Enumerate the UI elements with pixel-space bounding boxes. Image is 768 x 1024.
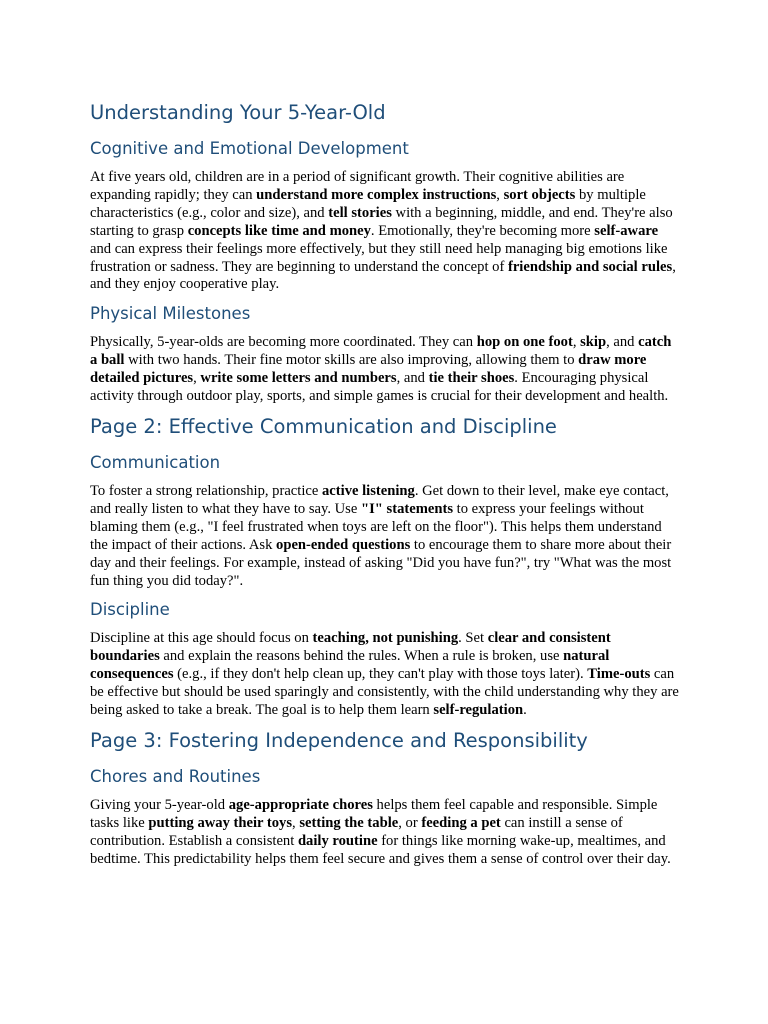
paragraph-chores: Giving your 5-year-old age-appropriate chores helps them feel capable and responsible. Simple tasks like putting away their toys, setting the table, or feeding a pet can instill a sense of contribution. Establish a consistent daily routine for things like morning wake-up, mealtimes, and bedtime. This predictability helps them feel secure and gives them a sense of control over their day. <box>90 796 671 867</box>
paragraph-physical: Physically, 5-year-olds are becoming more coordinated. They can hop on one foot, skip, and catch a ball with two hands. Their fine motor skills are also improving, allowing them to draw more detailed pictures, write some letters and numbers, and tie their shoes. Encouraging physical activity through outdoor play, sports, and simple games is crucial for their development and health. <box>90 334 672 405</box>
section-heading-discipline: Discipline <box>90 600 170 620</box>
paragraph-communication: To foster a strong relationship, practice active listening. Get down to their level, make eye contact, and really listen to what they have to say. Use "I" statements to express your feelings without blaming them (e.g., "I feel frustrated when toys are left on the floor"). This helps them understand the impact of their actions. Ask open-ended questions to encourage them to share more about their day and their feelings. For example, instead of asking "Did you have fun?", try "What was the most fun thing you did today?". <box>90 482 672 589</box>
page2-title: Page 2: Effective Communication and Discipline <box>90 414 557 438</box>
section-heading-physical: Physical Milestones <box>90 304 251 324</box>
page3-title: Page 3: Fostering Independence and Responsibility <box>90 728 588 752</box>
paragraph-cognitive: At five years old, children are in a period of significant growth. Their cognitive abilities are expanding rapidly; they can understand more complex instructions, sort objects by multiple characteristics (e.g., color and size), and tell stories with a beginning, middle, and end. They're also starting to grasp concepts like time and money. Emotionally, they're becoming more self-aware and can express their feelings more effectively, but they still need help managing big emotions like frustration or sadness. They are beginning to understand the concept of friendship and social rules, and they enjoy cooperative play. <box>90 169 676 293</box>
section-heading-communication: Communication <box>90 452 221 472</box>
document-title: Understanding Your 5-Year-Old <box>90 101 386 124</box>
paragraph-discipline: Discipline at this age should focus on teaching, not punishing. Set clear and consistent boundaries and explain the reasons behind the rules. When a rule is broken, use natural consequences (e.g., if they don't help clean up, they can't play with those toys later). Time-outs can be effective but should be used sparingly and consistently, with the child understanding why they are being asked to take a break. The goal is to help them learn self-regulation. <box>90 630 679 719</box>
document-page <box>90 100 682 869</box>
section-heading-chores: Chores and Routines <box>90 766 261 786</box>
section-heading-cognitive: Cognitive and Emotional Development <box>90 139 409 158</box>
